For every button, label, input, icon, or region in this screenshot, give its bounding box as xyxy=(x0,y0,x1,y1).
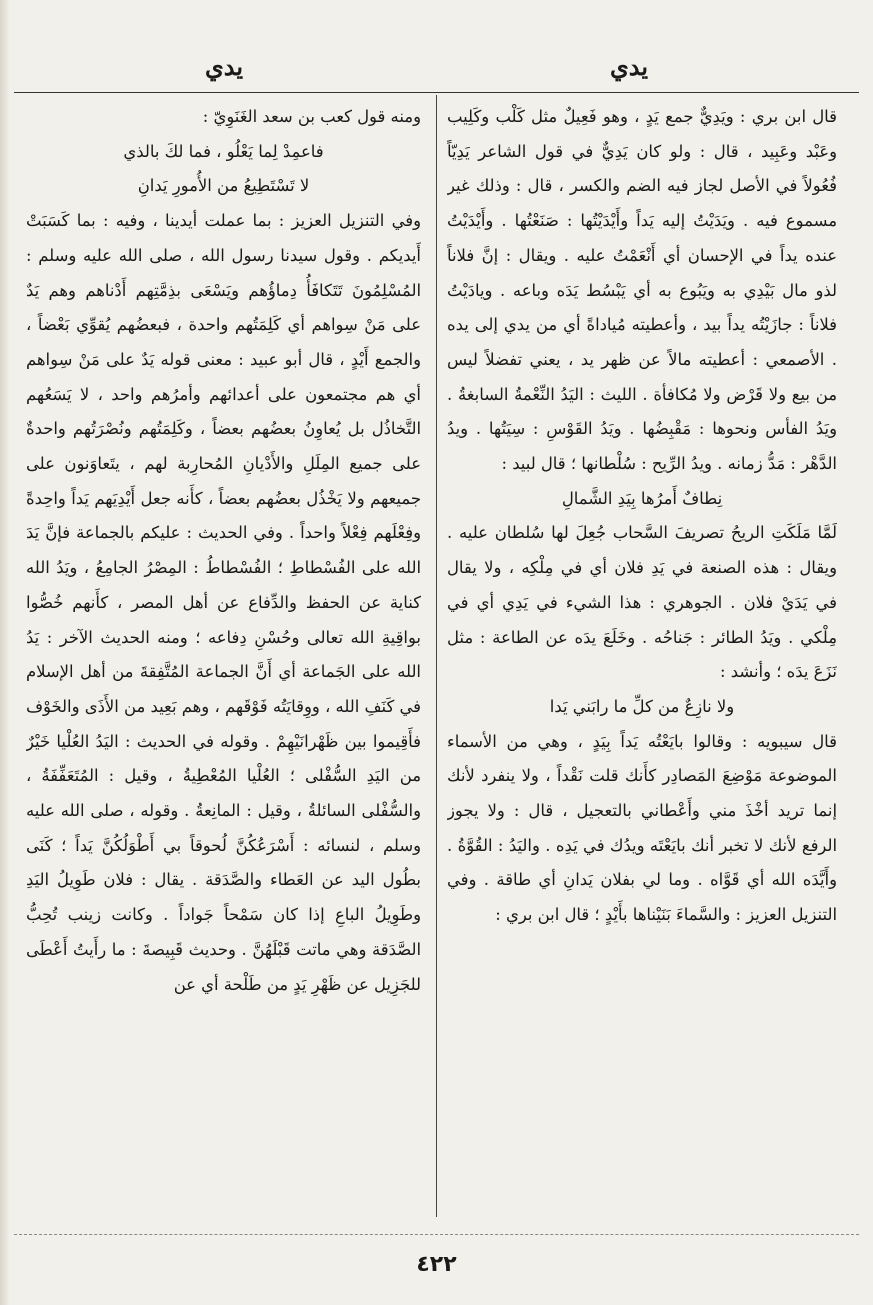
right-verse-2: ولا نازِعٌ من كلِّ ما رابَني يَدا xyxy=(549,696,735,716)
footer-rule xyxy=(14,1234,859,1235)
right-column xyxy=(447,100,837,1213)
header-rule xyxy=(14,92,859,93)
left-paragraph-2: وفي التنزيل العزيز : بما عملت أيدينا ، وفيه : بما كَسَبَتْ أَيديكم . وقول سيدنا رسول الله ، صلى الله عليه وسلم : المُسْلِمُونَ تَتَكافَأُ دِماؤُهم ويَسْعَى بذِمَّتِهم أَدْناهم وهم يَدٌ على مَنْ سِواهم أي كَلِمَتُهم واحدة ، فبعضُهم يُقوِّي بَعْضاً ، والجمع أَيْدٍ ، قال أبو عبيد : معنى قوله يَدٌ على مَنْ سِواهم أي هم مجتمعون على أعدائهم وأمرُهم واحد ، لا يَسَعُهم التَّخاذُل بل يُعاوِنُ بعضُهم بعضاً ، وكَلِمَتُهم ونُصْرَتُهم واحدةٌ على جميع المِلَلِ والأَدْيانِ المُحارِبة لهم ، يتَعاوَنون على جميعهم ولا يَخْذُل بعضُهم بعضاً ، كأَنه جعل أَيْدِيَهم يَداً واحِدةً وفِعْلَهم فِعْلاً واحداً . وفي الحديث : عليكم بالجماعة فإنَّ يَدَ الله على الفُسْطاطِ ؛ الفُسْطاطُ : المِصْرُ الجامِعُ ، ويَدُ الله كناية عن الحفظ والدِّفاع عن أهل المصر ، كأَنهم خُصُّوا بواقِيةِ الله تعالى وحُسْنِ دِفاعه ؛ ومنه الحديث الآخر : يَدُ الله على الجَماعة أي أَنَّ الجماعة المُتَّفِقةَ من أهل الإسلام في كَنَفِ الله ، ووِقايَتُه فَوْقَهم ، وهم بَعِيد من الأَذَى والخَوْف فأَقِيموا بين ظَهْرانَيْهِمْ . وقوله في الحديث : اليَدُ العُلْيا خَيْرٌ من اليَدِ السُّفْلى ؛ العُلْيا المُعْطِيةُ ، وقيل : المُتَعَفِّفَةُ ، والسُّفْلى السائلةُ ، وقيل : المانِعةُ . وقوله ، صلى الله عليه وسلم ، لنسائه : أَسْرَعُكُنَّ لُحوقاً بي أَطْوَلُكُنَّ يَداً ؛ كَنَى بطُول اليد عن العَطاء والصَّدَقة . يقال : فلان طَوِيلُ اليَدِ وطَوِيلُ الباعِ إذا كان سَمْحاً جَواداً . وكانت زينب تُحِبُّ الصَّدَقة وهي ماتت قَبْلَهُنَّ . وحديث قَبِيصةَ : ما رأَيتُ أَعْطَى للجَزِيل عن ظَهْرِ يَدٍ من طَلْحة أي عن xyxy=(26,211,421,994)
right-paragraph-2: لَمَّا مَلَكَتِ الريحُ تصريفَ السَّحاب جُعِلَ لها سُلطان عليه . ويقال : هذه الصنعة في يَدِ فلان أي في مِلْكِه ، ولا يقال في يَدَيْ فلان . الجوهري : هذا الشيء في يَدِي أي في مِلْكي . ويَدُ الطائر : جَناحُه . وخَلَعَ يدَه عن الطاعة : مثل نَزَعَ يدَه ؛ وأنشد : xyxy=(447,523,837,682)
column-divider xyxy=(436,95,437,1217)
right-verse-1: نِطافٌ أَمرُها بِيَدِ الشَّمالِ xyxy=(561,488,723,508)
left-verse-1b: لا تَسْتَطِيعُ من الأُمورِ يَدانِ xyxy=(137,176,310,196)
left-paragraph-1: ومنه قول كعب بن سعد الغَنَوِيّ : xyxy=(202,107,421,126)
right-paragraph-1: قال ابن بري : ويَدِيٌّ جمع يَدٍ ، وهو فَعِيلٌ مثل كَلْب وكَلِيب وعَبْد وعَبِيد ، قال : ولو كان يَدِيٌّ في قول الشاعر يَدِيّاً فُعُولاً في الأصل لجاز فيه الضم والكسر ، قال : وذلك غير مسموع فيه . ويَدَيْتُ إليه يَداً وأَيْدَيْتُها : صَنَعْتُها . وأَيْدَيْتُ عنده يداً في الإحسان أي أَنْعَمْتُ عليه . ويقال : إنَّ فلاناً لذو مال بَيْدِي به ويَبُوع به أي يَبْسُط يَدَه وباعه . ويادَيْتُ فلاناً : جازَيْتُه يداً بيد ، وأعطيته مُياداةً أي من يدي إلى يده . الأصمعي : أعطيته مالاً عن ظهر يد ، يعني تفضلاً ليس من بيع ولا قَرْض ولا مُكافأة . الليث : اليَدُ النِّعْمةُ السابغةُ . ويَدُ الفأس ونحوها : مَقْبِضُها . ويَدُ القَوْسِ : سِيَتُها . ويدُ الدَّهْر : مَدُّ زمانه . ويدُ الرِّيح : سُلْطانها ؛ قال لبيد : xyxy=(447,107,837,474)
right-paragraph-3: قال سيبويه : وقالوا بايَعْتُه يَداً بِيَدٍ ، وهي من الأسماء الموضوعة مَوْضِعَ المَصادِر كأَنك قلت نَقْداً ، ولا ينفرد لأنك إنما تريد أخْذَ مني وأَعْطاني بالتعجيل ، قال : ولا يجوز الرفع لأنك لا تخبر أنك بايَعْتَه ويدُك في يَدِه . واليَدُ : القُوَّةُ . وأَيَّدَه الله أي قَوَّاه . وما لي بفلان يَدانِ أي طاقة . وفي التنزيل العزيز : والسَّماءَ بَنَيْناها بأَيْدٍ ؛ قال ابن بري : xyxy=(447,731,837,925)
page-number: ٤٢٢ xyxy=(416,1252,457,1277)
scan-shadow xyxy=(0,0,10,1305)
running-head-right: يدي xyxy=(609,52,648,81)
running-head-left: يدي xyxy=(204,52,243,81)
left-verse-1a: فاعمِدْ لِما يَعْلُو ، فما لكَ بالذي xyxy=(123,141,324,161)
left-column xyxy=(26,100,421,1213)
